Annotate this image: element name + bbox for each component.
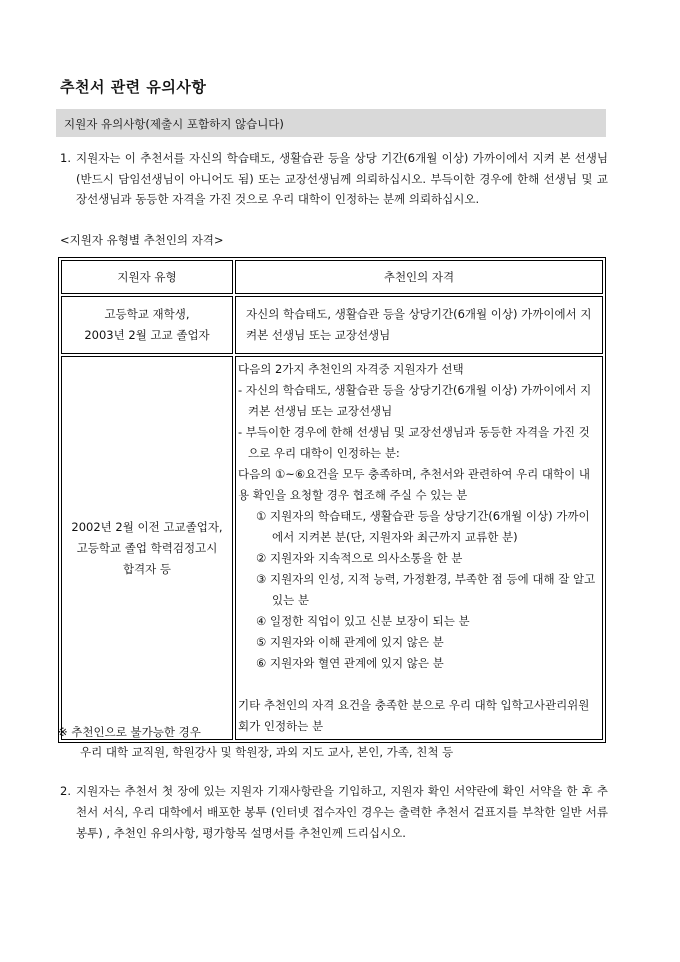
type-line: 2003년 2월 고교 졸업자 [84, 328, 210, 342]
condition-item: ⑤ 지원자와 이해 관계에 있지 않은 분 [256, 635, 444, 649]
applicant-type-cell [61, 356, 233, 740]
qualification-cell: 자신의 학습태도, 생활습관 등을 상당기간(6개월 이상) 가까이에서 지켜본 선생님 또는 교장선생님 [235, 296, 603, 354]
qual-option-1: - 자신의 학습태도, 생활습관 등을 상당기간(6개월 이상) 가까이에서 지켜본 선생님 또는 교장선생님 [238, 383, 592, 418]
item-text: 지원자는 추천서 첫 장에 있는 지원자 기재사항란을 기입하고, 지원자 확인 서약란에 확인 서약을 한 후 추천서 서식, 우리 대학에서 배포한 봉투 (인터넷 접수자인 경우는 출력한 추천서 겉표지를 부착한 일반 서류봉투) , 추천인 유의사항, 평가항목 설명서를 추천인께 드리십시오. [76, 784, 608, 840]
condition-item: ② 지원자와 지속적으로 의사소통을 한 분 [256, 551, 463, 565]
type-line: 2002년 2월 이전 고교졸업자, [71, 519, 223, 534]
type-line: 고등학교 졸업 학력검정고시 [76, 540, 218, 555]
qualification-cell [235, 356, 603, 740]
type-line: 합격자 등 [122, 561, 172, 576]
table-row [61, 356, 603, 740]
qual-intro: 다음의 2가지 추천인의 자격중 지원자가 선택 [238, 362, 464, 376]
note-text: 우리 대학 교직원, 학원강사 및 학원장, 과외 지도 교사, 본인, 가족, 친척 등 [80, 745, 454, 759]
note-heading: ※ 추천인으로 불가능한 경우 [58, 725, 201, 739]
notice-item-2 [60, 781, 608, 844]
header-recommender-qualification: 추천인의 자격 [235, 260, 603, 294]
type-line: 고등학교 재학생, [104, 307, 190, 321]
table-caption: <지원자 유형별 추천인의 자격> [60, 233, 224, 247]
item-number: 1. [60, 151, 71, 165]
table-row [61, 296, 603, 354]
page-title: 추천서 관련 유의사항 [60, 78, 207, 96]
condition-item: ⑥ 지원자와 혈연 관계에 있지 않은 분 [256, 656, 444, 670]
notice-banner: 지원자 유의사항(제출시 포함하지 않습니다) [56, 109, 606, 137]
qualification-table [58, 257, 606, 743]
ineligible-note [58, 722, 453, 762]
condition-item: ① 지원자의 학습태도, 생활습관 등을 상당기간(6개월 이상) 가까이에서 지켜본 분(단, 지원자와 최근까지 교류한 분) [256, 509, 590, 544]
item-number: 2. [60, 784, 71, 798]
condition-intro: 다음의 ①~⑥요건을 모두 충족하며, 추천서와 관련하여 우리 대학이 내용 확인을 요청할 경우 협조해 주실 수 있는 분 [238, 467, 590, 502]
other-qualification: 기타 추천인의 자격 요건을 충족한 분으로 우리 대학 입학고사관리위원회가 인정하는 분 [238, 698, 590, 733]
header-applicant-type: 지원자 유형 [61, 260, 233, 294]
condition-item: ④ 일정한 직업이 있고 신분 보장이 되는 분 [256, 614, 470, 628]
notice-item-1 [60, 148, 608, 210]
item-text: 지원자는 이 추천서를 자신의 학습태도, 생활습관 등을 상당 기간(6개월 이상) 가까이에서 지켜 본 선생님(반드시 담임선생님이 아니어도 됨) 또는 교장선생님께 의뢰하십시오. 부득이한 경우에 한해 선생님 및 교장선생님과 동등한 자격을 가진 것으로 우리 대학이 인정하는 분께 의뢰하십시오. [76, 151, 608, 206]
qual-option-2: - 부득이한 경우에 한해 선생님 및 교장선생님과 동등한 자격을 가진 것으로 우리 대학이 인정하는 분: [238, 425, 590, 460]
table-header-row [61, 260, 603, 294]
applicant-type-cell [61, 296, 233, 354]
condition-item: ③ 지원자의 인성, 지적 능력, 가정환경, 부족한 점 등에 대해 잘 알고 있는 분 [256, 572, 596, 607]
